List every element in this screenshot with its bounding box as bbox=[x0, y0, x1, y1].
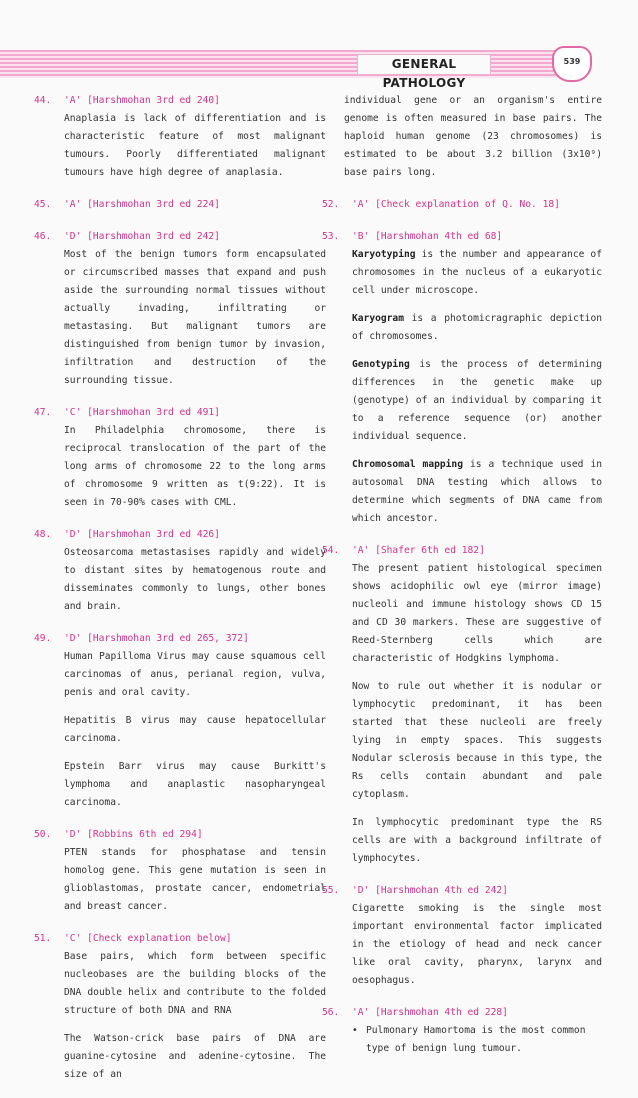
answer-45 bbox=[34, 196, 326, 214]
answer-52 bbox=[322, 196, 602, 214]
paragraph: Anaplasia is lack of differentiation and is characteristic feature of most malignant tumours. Poorly differentiated malignant tumours have high degree of anaplasia. bbox=[64, 113, 326, 178]
answer-number: 45. bbox=[34, 199, 52, 210]
answer-51 bbox=[34, 930, 326, 1084]
answer-label: 'A' [Harshmohan 4th ed 228] bbox=[352, 1007, 508, 1018]
page-number: 539 bbox=[563, 57, 581, 66]
answer-50 bbox=[34, 826, 326, 916]
definition-text: is the process of determining differences in the genetic make up (genotype) of an individual by comparing it to a reference sequence (or) another individual sequence. bbox=[352, 359, 602, 442]
answer-heading bbox=[34, 92, 326, 110]
answer-label: 'D' [Harshmohan 3rd ed 265, 372] bbox=[64, 633, 249, 644]
answer-56 bbox=[322, 1004, 602, 1058]
paragraph: Most of the benign tumors form encapsulated or circumscribed masses that expand and push aside the surrounding normal tissues without actually invading, infiltrating or metastasing. But malignant tumors are distinguished from benign tumor by invasion, infiltration and destruction of the surrounding tissue. bbox=[64, 249, 326, 386]
tooth-icon bbox=[552, 46, 592, 82]
answer-heading bbox=[322, 882, 602, 900]
answer-53 bbox=[322, 228, 602, 528]
answer-heading bbox=[322, 196, 602, 214]
answer-heading bbox=[322, 1004, 602, 1022]
answer-label: 'A' [Shafer 6th ed 182] bbox=[352, 545, 485, 556]
answer-heading bbox=[34, 826, 326, 844]
answer-label: 'D' [Harshmohan 4th ed 242] bbox=[352, 885, 508, 896]
answer-number: 55. bbox=[322, 885, 340, 896]
definition-text: is a photomicragraphic depiction of chromosomes. bbox=[352, 313, 602, 342]
answer-label: 'A' [Harshmohan 3rd ed 224] bbox=[64, 199, 220, 210]
answer-heading bbox=[34, 228, 326, 246]
term: Chromosomal mapping bbox=[352, 459, 463, 470]
answer-49 bbox=[34, 630, 326, 812]
answer-label: 'D' [Harshmohan 3rd ed 242] bbox=[64, 231, 220, 242]
paragraph: Human Papilloma Virus may cause squamous cell carcinomas of anus, perianal region, vulva, penis and oral cavity. bbox=[64, 651, 326, 698]
answer-number: 44. bbox=[34, 95, 52, 106]
answer-number: 46. bbox=[34, 231, 52, 242]
answer-48 bbox=[34, 526, 326, 616]
answer-55 bbox=[322, 882, 602, 990]
paragraph: Cigarette smoking is the single most important environmental factor implicated in the etiology of head and neck cancer like oral cavity, pharynx, larynx and oesophagus. bbox=[352, 903, 602, 986]
continuation-text bbox=[322, 92, 602, 182]
answer-number: 51. bbox=[34, 933, 52, 944]
term: Karyogram bbox=[352, 313, 404, 324]
answer-label: 'C' [Check explanation below] bbox=[64, 933, 232, 944]
definition bbox=[352, 456, 602, 528]
answer-heading bbox=[34, 526, 326, 544]
answer-54 bbox=[322, 542, 602, 868]
left-column bbox=[34, 92, 326, 1098]
answer-number: 48. bbox=[34, 529, 52, 540]
definition bbox=[352, 246, 602, 300]
answer-label: 'A' [Harshmohan 3rd ed 240] bbox=[64, 95, 220, 106]
answer-label: 'C' [Harshmohan 3rd ed 491] bbox=[64, 407, 220, 418]
answer-number: 49. bbox=[34, 633, 52, 644]
paragraph: In lymphocytic predominant type the RS cells are with a background infiltrate of lymphocytes. bbox=[352, 817, 602, 864]
paragraph: Epstein Barr virus may cause Burkitt's lymphoma and anaplastic nasopharyngeal carcinoma. bbox=[64, 761, 326, 808]
definition bbox=[352, 310, 602, 346]
paragraph: Osteosarcoma metastasises rapidly and widely to distant sites by hematogenous route and disseminates commonly to lungs, other bones and brain. bbox=[64, 547, 326, 612]
definition-text: is a technique used in autosomal DNA testing which allows to determine which segments of DNA came from which ancestor. bbox=[352, 459, 602, 524]
answer-44 bbox=[34, 92, 326, 182]
answer-number: 52. bbox=[322, 199, 340, 210]
answer-number: 47. bbox=[34, 407, 52, 418]
definition bbox=[352, 356, 602, 446]
answer-heading bbox=[34, 930, 326, 948]
paragraph: In Philadelphia chromosome, there is reciprocal translocation of the part of the long arms of chromosome 22 to the long arms of chromosome 9 written as t(9:22). It is seen in 70-90% cases with CML. bbox=[64, 425, 326, 508]
page-header-title: GENERAL PATHOLOGY bbox=[357, 54, 491, 75]
answer-number: 56. bbox=[322, 1007, 340, 1018]
bullet-icon: • bbox=[352, 1025, 358, 1036]
answer-heading bbox=[322, 228, 602, 246]
answer-label: 'A' [Check explanation of Q. No. 18] bbox=[352, 199, 560, 210]
paragraph: Hepatitis B virus may cause hepatocellular carcinoma. bbox=[64, 715, 326, 744]
paragraph: individual gene or an organism's entire genome is often measured in base pairs. The haploid human genome (23 chromosomes) is estimated to be about 3.2 billion (3x10⁹) base pairs long. bbox=[344, 95, 602, 178]
right-column bbox=[322, 92, 602, 1072]
paragraph: The present patient histological specimen shows acidophilic owl eye (mirror image) nucleoli and immune histology shows CD 15 and CD 30 markers. These are suggestive of Reed-Sternberg cells which are characteristic of Hodgkins lymphoma. bbox=[352, 563, 602, 664]
term: Karyotyping bbox=[352, 249, 416, 260]
bullet-text: Pulmonary Hamortoma is the most common type of benign lung tumour. bbox=[366, 1025, 586, 1054]
answer-number: 53. bbox=[322, 231, 340, 242]
answer-heading bbox=[34, 196, 326, 214]
bullet-item bbox=[352, 1022, 602, 1058]
term: Genotyping bbox=[352, 359, 410, 370]
answer-number: 54. bbox=[322, 545, 340, 556]
answer-46 bbox=[34, 228, 326, 390]
paragraph: PTEN stands for phosphatase and tensin homolog gene. This gene mutation is seen in glioblastomas, prostate cancer, endometrial and breast cancer. bbox=[64, 847, 326, 912]
answer-number: 50. bbox=[34, 829, 52, 840]
answer-heading bbox=[34, 404, 326, 422]
answer-label: 'B' [Harshmohan 4th ed 68] bbox=[352, 231, 503, 242]
answer-heading bbox=[322, 542, 602, 560]
paragraph: The Watson-crick base pairs of DNA are guanine-cytosine and adenine-cytosine. The size of an bbox=[64, 1033, 326, 1080]
answer-47 bbox=[34, 404, 326, 512]
definition-text: is the number and appearance of chromosomes in the nucleus of a eukaryotic cell under microscope. bbox=[352, 249, 602, 296]
answer-label: 'D' [Robbins 6th ed 294] bbox=[64, 829, 203, 840]
answer-label: 'D' [Harshmohan 3rd ed 426] bbox=[64, 529, 220, 540]
paragraph: Now to rule out whether it is nodular or lymphocytic predominant, it has been started that these nucleoli are freely lying in empty spaces. This suggests Nodular sclerosis because in this type, the Rs cells contain abundant and pale cytoplasm. bbox=[352, 681, 602, 800]
answer-heading bbox=[34, 630, 326, 648]
paragraph: Base pairs, which form between specific nucleobases are the building blocks of the DNA double helix and contribute to the folded structure of both DNA and RNA bbox=[64, 951, 326, 1016]
